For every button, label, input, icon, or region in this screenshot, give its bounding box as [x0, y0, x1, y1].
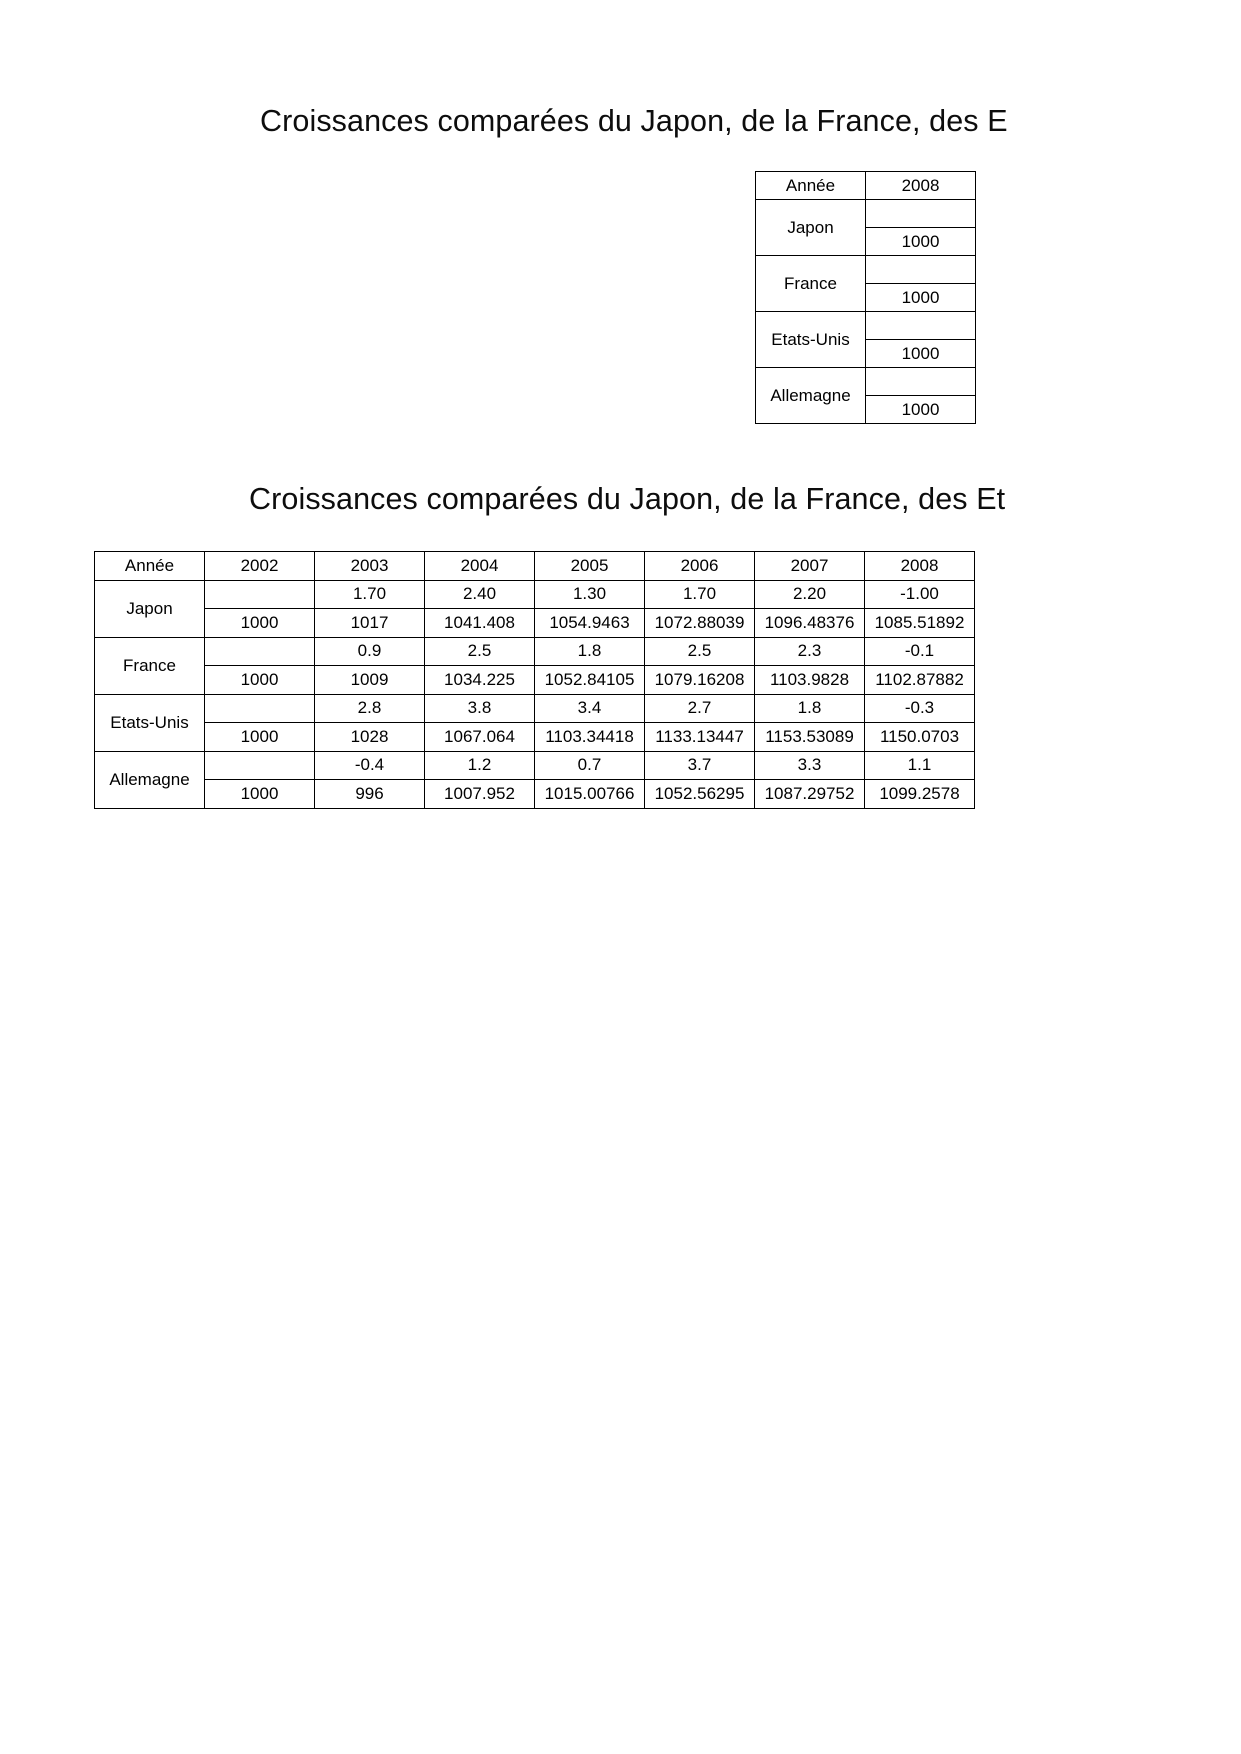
table-row — [95, 723, 975, 752]
growth-rate-etats-unis: 1.8 — [755, 694, 865, 723]
column-header-year: 2006 — [645, 552, 755, 581]
growth-rate-allemagne: 3.7 — [645, 751, 755, 780]
index-value-etats-unis: 1000 — [205, 723, 315, 752]
index-value-france: 1103.9828 — [755, 666, 865, 695]
index-value-etats-unis: 1150.0703 — [865, 723, 975, 752]
growth-rate-allemagne: -0.4 — [315, 751, 425, 780]
table1-index-japon: 1000 — [866, 228, 976, 256]
column-header-year: 2003 — [315, 552, 425, 581]
table-row — [756, 200, 976, 228]
growth-rate-france: -0.1 — [865, 637, 975, 666]
table-row — [756, 312, 976, 340]
column-header-year: 2005 — [535, 552, 645, 581]
table-row — [95, 609, 975, 638]
growth-rate-japon: 2.20 — [755, 580, 865, 609]
index-value-allemagne: 1015.00766 — [535, 780, 645, 809]
index-value-etats-unis: 1153.53089 — [755, 723, 865, 752]
growth-rate-allemagne: 1.2 — [425, 751, 535, 780]
column-header-year: 2004 — [425, 552, 535, 581]
index-value-japon: 1041.408 — [425, 609, 535, 638]
column-header-year: 2002 — [205, 552, 315, 581]
index-value-allemagne: 1007.952 — [425, 780, 535, 809]
index-value-japon: 1054.9463 — [535, 609, 645, 638]
index-value-france: 1079.16208 — [645, 666, 755, 695]
table-row — [756, 172, 976, 200]
growth-rate-france: 0.9 — [315, 637, 425, 666]
index-value-japon: 1096.48376 — [755, 609, 865, 638]
table1-index-allemagne: 1000 — [866, 396, 976, 424]
growth-rate-france — [205, 637, 315, 666]
column-header-year: 2008 — [865, 552, 975, 581]
growth-rate-japon: 2.40 — [425, 580, 535, 609]
table1-rate-allemagne — [866, 368, 976, 396]
country-label-france: France — [95, 637, 205, 694]
growth-rate-allemagne: 3.3 — [755, 751, 865, 780]
page-title-first: Croissances comparées du Japon, de la France, des E — [260, 104, 1008, 138]
growth-rate-france: 2.5 — [645, 637, 755, 666]
table1-country-etats-unis: Etats-Unis — [756, 312, 866, 368]
country-label-japon: Japon — [95, 580, 205, 637]
index-value-etats-unis: 1133.13447 — [645, 723, 755, 752]
country-label-allemagne: Allemagne — [95, 751, 205, 808]
growth-rate-etats-unis — [205, 694, 315, 723]
index-value-allemagne: 1000 — [205, 780, 315, 809]
index-value-japon: 1085.51892 — [865, 609, 975, 638]
growth-rate-etats-unis: 3.4 — [535, 694, 645, 723]
table1-country-japon: Japon — [756, 200, 866, 256]
growth-rate-allemagne: 0.7 — [535, 751, 645, 780]
column-header-label: Année — [95, 552, 205, 581]
growth-rate-allemagne: 1.1 — [865, 751, 975, 780]
index-value-japon: 1072.88039 — [645, 609, 755, 638]
growth-rate-japon: 1.70 — [315, 580, 425, 609]
column-header-year: 2007 — [755, 552, 865, 581]
summary-table — [755, 171, 976, 424]
table-row — [756, 256, 976, 284]
table1-header-label: Année — [756, 172, 866, 200]
index-value-france: 1052.84105 — [535, 666, 645, 695]
growth-rate-japon: 1.70 — [645, 580, 755, 609]
page-title-second: Croissances comparées du Japon, de la France, des Et — [249, 482, 1006, 516]
index-value-etats-unis: 1103.34418 — [535, 723, 645, 752]
table1-rate-japon — [866, 200, 976, 228]
index-value-etats-unis: 1067.064 — [425, 723, 535, 752]
table-row — [95, 666, 975, 695]
table-header-row — [95, 552, 975, 581]
table1-index-france: 1000 — [866, 284, 976, 312]
index-value-allemagne: 1052.56295 — [645, 780, 755, 809]
growth-rate-france: 2.3 — [755, 637, 865, 666]
table1-country-france: France — [756, 256, 866, 312]
growth-rate-etats-unis: -0.3 — [865, 694, 975, 723]
index-value-france: 1009 — [315, 666, 425, 695]
index-value-japon: 1017 — [315, 609, 425, 638]
index-value-allemagne: 1087.29752 — [755, 780, 865, 809]
index-value-allemagne: 1099.2578 — [865, 780, 975, 809]
growth-rate-japon: -1.00 — [865, 580, 975, 609]
growth-rate-allemagne — [205, 751, 315, 780]
table-row — [756, 368, 976, 396]
table-row — [95, 751, 975, 780]
table1-country-allemagne: Allemagne — [756, 368, 866, 424]
growth-comparison-table — [94, 551, 975, 809]
table-row — [95, 637, 975, 666]
table1-header-year: 2008 — [866, 172, 976, 200]
index-value-france: 1034.225 — [425, 666, 535, 695]
index-value-allemagne: 996 — [315, 780, 425, 809]
index-value-japon: 1000 — [205, 609, 315, 638]
growth-rate-etats-unis: 2.7 — [645, 694, 755, 723]
index-value-france: 1102.87882 — [865, 666, 975, 695]
growth-rate-etats-unis: 3.8 — [425, 694, 535, 723]
table1-index-etats-unis: 1000 — [866, 340, 976, 368]
growth-rate-japon — [205, 580, 315, 609]
table-row — [95, 694, 975, 723]
table-row — [95, 580, 975, 609]
growth-rate-france: 1.8 — [535, 637, 645, 666]
growth-rate-etats-unis: 2.8 — [315, 694, 425, 723]
table1-rate-etats-unis — [866, 312, 976, 340]
growth-rate-japon: 1.30 — [535, 580, 645, 609]
growth-rate-france: 2.5 — [425, 637, 535, 666]
index-value-etats-unis: 1028 — [315, 723, 425, 752]
country-label-etats-unis: Etats-Unis — [95, 694, 205, 751]
table-row — [95, 780, 975, 809]
table1-rate-france — [866, 256, 976, 284]
index-value-france: 1000 — [205, 666, 315, 695]
